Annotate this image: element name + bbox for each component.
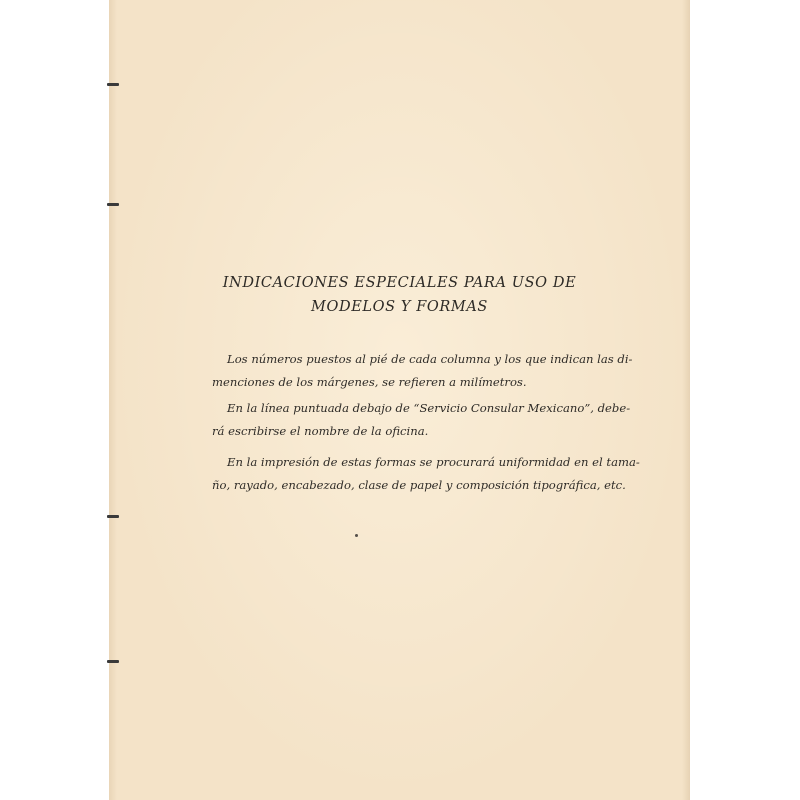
paragraph-3 (212, 451, 640, 497)
binding-hole (107, 660, 119, 663)
binding-hole (107, 515, 119, 518)
title-line-2: MODELOS Y FORMAS (311, 299, 488, 315)
ink-speck (355, 534, 358, 537)
paragraph-2-line-2: rá escribirse el nombre de la oficina. (212, 424, 429, 438)
paragraph-3-line-1: En la impresión de estas formas se procurará uniformidad en el tama- (227, 455, 640, 469)
binding-hole (107, 203, 119, 206)
binding-hole (107, 83, 119, 86)
document-page (109, 0, 690, 800)
paragraph-2 (212, 397, 631, 443)
paragraph-1 (212, 348, 633, 394)
paragraph-1-line-1: Los números puestos al pié de cada columna y los que indican las di- (227, 352, 633, 366)
paragraph-1-line-2: menciones de los márgenes, se refieren a milímetros. (212, 375, 527, 389)
paragraph-2-line-1: En la línea puntuada debajo de “Servicio Consular Mexicano”, debe- (227, 401, 631, 415)
paragraph-3-line-2: ño, rayado, encabezado, clase de papel y composición tipográfica, etc. (212, 478, 626, 492)
title-line-1: INDICACIONES ESPECIALES PARA USO DE (222, 275, 577, 291)
